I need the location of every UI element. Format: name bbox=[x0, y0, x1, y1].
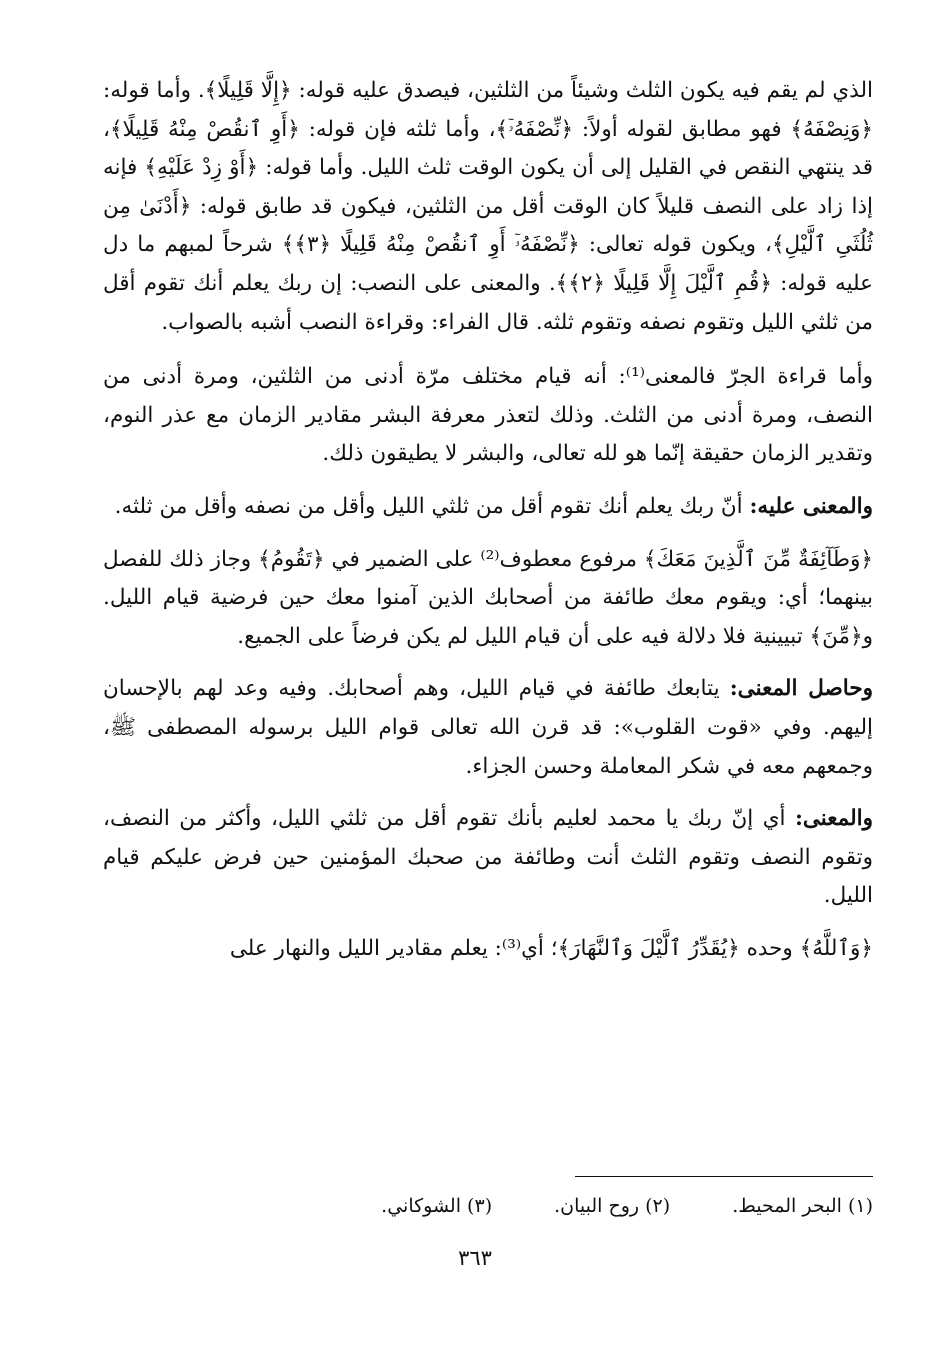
paragraph-text: ﴿وَطَآئِفَةٌ مِّنَ ٱلَّذِينَ مَعَكَ﴾ مرفوع معطوف⁽²⁾ على الضمير في ﴿تَقُومُ﴾ وجاز ذلك للفصل بينهما؛ أي: ويقوم معك طائفة من أصحابك الذين آمنوا معك حين فرضية قيام الليل. و﴿مِّنَ﴾ تبيينية فلا دلالة فيه على أن قيام الليل لم يكن فرضاً على الجميع. bbox=[103, 546, 874, 649]
paragraph bbox=[103, 800, 873, 916]
paragraph-lead: والمعنى عليه: bbox=[749, 493, 873, 519]
paragraph-text: الذي لم يقم فيه يكون الثلث وشيئاً من الثلثين، فيصدق عليه قوله: ﴿إِلَّا قَلِيلًا﴾. وأما قوله: ﴿وَنِصْفَهُ﴾ فهو مطابق لقوله أولاً: ﴿نِّصْفَهُۥٓ﴾، وأما ثلثه فإن قوله: ﴿أَوِ ٱنقُصْ مِنْهُ قَلِيلًا﴾، قد ينتهي النقص في القليل إلى أن يكون الوقت ثلث الليل. وأما قوله: ﴿أَوْ زِدْ عَلَيْهِ﴾ فإنه إذا زاد على النصف قليلاً كان الوقت أقل من الثلثين، فيكون قد طابق قوله: ﴿أَدْنَىٰ مِن ثُلُثَىِ ٱلَّيْلِ﴾، ويكون قوله تعالى: ﴿نِّصْفَهُۥٓ أَوِ ٱنقُصْ مِنْهُ قَلِيلًا ﴿٣﴾﴾ شرحاً لمبهم ما دل عليه قوله: ﴿قُمِ ٱلَّيْلَ إِلَّا قَلِيلًا ﴿٢﴾﴾. والمعنى على النصب: إن ربك يعلم أنك تقوم أقل من ثلثي الليل وتقوم نصفه وتقوم ثلثه. قال الفراء: وقراءة النصب أشبه بالصواب. bbox=[103, 78, 874, 335]
footnote: (٣) الشوكاني. bbox=[381, 1195, 493, 1217]
paragraph-lead: والمعنى: bbox=[794, 806, 873, 832]
paragraph-lead: وحاصل المعنى: bbox=[729, 676, 874, 702]
paragraph-text: أي إنّ ربك يا محمد لعليم بأنك تقوم أقل من ثلثي الليل، وأكثر من النصف، وتقوم النصف وتقوم الثلث أنت وطائفة من صحبك المؤمنين حين فرض عليكم قيام الليل. bbox=[103, 806, 873, 909]
body-text bbox=[103, 72, 873, 968]
footnote: (١) البحر المحيط. bbox=[732, 1195, 873, 1217]
page-number: ٣٦٣ bbox=[458, 1246, 492, 1270]
paragraph bbox=[103, 670, 873, 786]
footnotes bbox=[103, 1192, 873, 1220]
paragraph bbox=[103, 541, 873, 657]
paragraph-text: وأما قراءة الجرّ فالمعنى⁽¹⁾: أنه قيام مختلف مرّة أدنى من الثلثين، ومرة أدنى من النصف، ومرة أدنى من الثلث. وذلك لتعذر معرفة البشر مقادير الزمان مع عذر النوم، وتقدير الزمان حقيقة إنّما هو لله تعالى، والبشر لا يطيقون ذلك. bbox=[103, 364, 873, 467]
paragraph bbox=[103, 930, 873, 969]
footnote: (٢) روح البيان. bbox=[554, 1195, 671, 1217]
paragraph-text: ﴿وَٱللَّهُ﴾ وحده ﴿يُقَدِّرُ ٱلَّيْلَ وَٱلنَّهَارَ﴾؛ أي⁽³⁾: يعلم مقادير الليل والنهار على bbox=[229, 935, 873, 961]
paragraph-text: أنّ ربك يعلم أنك تقوم أقل من ثلثي الليل وأقل من نصفه وأقل من ثلثه. bbox=[114, 493, 750, 519]
paragraph bbox=[103, 488, 873, 527]
paragraph-text: يتابعك طائفة في قيام الليل، وهم أصحابك. وفيه وعد لهم بالإحسان إليهم. وفي «قوت القلوب»: قد قرن الله تعالى قوام الليل برسوله المصطفى ﷺ، وجمعهم معه في شكر المعاملة وحسن الجزاء. bbox=[103, 676, 873, 779]
paragraph bbox=[103, 72, 873, 342]
paragraph bbox=[103, 358, 873, 474]
footnote-divider bbox=[575, 1176, 873, 1177]
